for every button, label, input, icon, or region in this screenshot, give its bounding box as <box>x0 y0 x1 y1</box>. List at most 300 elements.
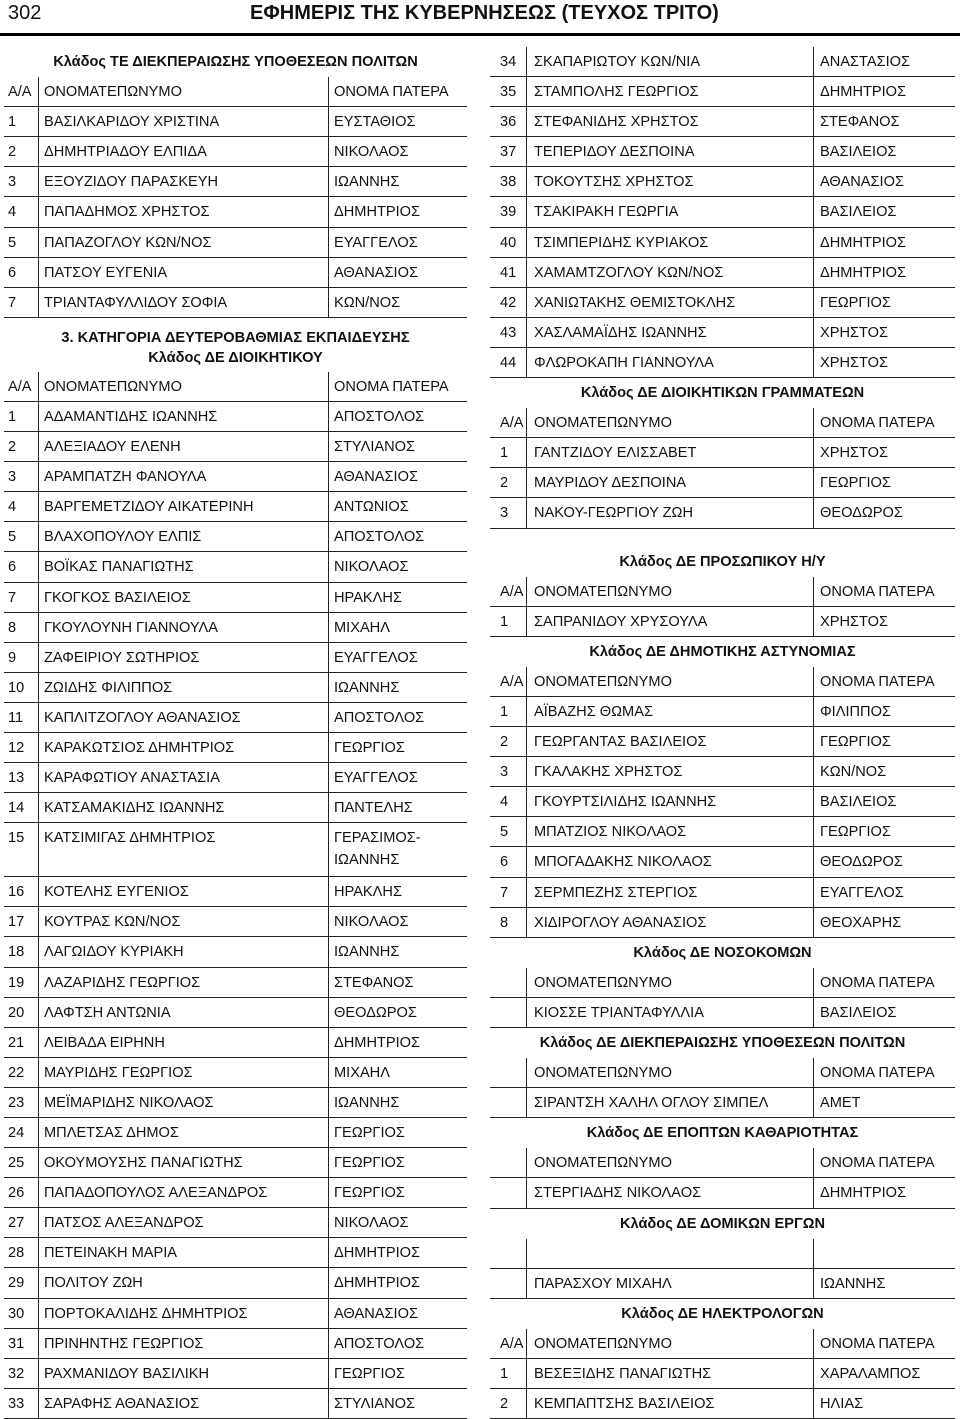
column-divider <box>38 877 39 906</box>
father-name: ΣΤΥΛΙΑΝΟΣ <box>334 1395 416 1412</box>
father-name: ΙΩΑΝΝΗΣ <box>334 944 400 961</box>
section-title: Κλάδος ΔΕ ΔΙΕΚΠΕΡΑΙΩΣΗΣ ΥΠΟΘΕΣΕΩΝ ΠΟΛΙΤΩΝ <box>539 1035 906 1051</box>
column-divider <box>38 197 39 226</box>
father-name: ΝΙΚΟΛΑΟΣ <box>334 144 409 161</box>
column-divider <box>526 137 527 166</box>
column-divider <box>526 968 527 997</box>
full-name: ΧΑΜΑΜΤΖΟΓΛΟΥ ΚΩΝ/ΝΟΣ <box>534 264 724 281</box>
column-divider <box>38 77 39 106</box>
row-number: 10 <box>8 679 25 696</box>
father-name: ΕΥΑΓΓΕΛΟΣ <box>820 884 904 901</box>
row-number: 26 <box>8 1185 25 1202</box>
father-name: ΒΑΣΙΛΕΙΟΣ <box>820 144 897 161</box>
row-number: 23 <box>8 1094 25 1111</box>
father-name: ΑΝΑΣΤΑΣΙΟΣ <box>820 54 911 70</box>
table-row <box>4 673 467 703</box>
full-name: ΓΚΟΥΛΟΥΝΗ ΓΙΑΝΝΟΥΛΑ <box>44 619 218 636</box>
father-name: ΔΗΜΗΤΡΙΟΣ <box>820 1185 907 1202</box>
table-row <box>490 288 955 318</box>
table-row <box>490 1088 955 1118</box>
column-divider <box>813 607 814 636</box>
full-name: ΟΚΟΥΜΟΥΣΗΣ ΠΑΝΑΓΙΩΤΗΣ <box>44 1155 243 1172</box>
table-row <box>490 197 955 227</box>
row-number: 22 <box>8 1064 25 1081</box>
full-name: ΣΑΠΡΑΝΙΔΟΥ ΧΡΥΣΟΥΛΑ <box>534 613 708 630</box>
row-number: 34 <box>500 54 517 70</box>
full-name: ΑΛΕΞΙΑΔΟΥ ΕΛΕΝΗ <box>44 439 181 456</box>
row-number: 11 <box>8 709 24 726</box>
table-row <box>4 823 467 877</box>
father-name: ΕΥΑΓΓΕΛΟΣ <box>334 770 418 787</box>
table-row <box>490 847 955 877</box>
full-name: ΒΟΪΚΑΣ ΠΑΝΑΓΙΩΤΗΣ <box>44 559 194 576</box>
table-row <box>490 968 955 998</box>
table-row <box>4 1208 467 1238</box>
row-number: 1 <box>8 408 17 425</box>
father-name: ΑΘΑΝΑΣΙΟΣ <box>334 264 418 281</box>
row-number: 3 <box>8 469 17 486</box>
column-divider <box>526 577 527 606</box>
column-divider <box>813 348 814 377</box>
full-name: ΚΟΤΕΛΗΣ ΕΥΓΕΝΙΟΣ <box>44 884 189 901</box>
full-name: ΟΝΟΜΑΤΕΠΩΝΥΜΟ <box>534 1065 672 1082</box>
page-number: 302 <box>8 2 42 24</box>
row-number: 20 <box>8 1004 25 1021</box>
full-name: ΟΝΟΜΑΤΕΠΩΝΥΜΟ <box>534 583 672 600</box>
column-divider <box>38 1208 39 1237</box>
table-row <box>490 607 955 637</box>
row-number: 3 <box>8 174 17 191</box>
column-divider <box>328 673 329 702</box>
full-name: ΛΑΦΤΣΗ ΑΝΤΩΝΙΑ <box>44 1004 171 1021</box>
column-divider <box>38 1329 39 1358</box>
column-divider <box>38 432 39 461</box>
full-name: ΠΑΡΑΣΧΟΥ ΜΙΧΑΗΛ <box>534 1275 672 1292</box>
row-number: 2 <box>500 1396 509 1413</box>
table-row <box>490 787 955 817</box>
column-divider <box>526 727 527 756</box>
column-divider <box>813 77 814 106</box>
section-title: Κλάδος ΔΕ ΔΟΜΙΚΩΝ ΕΡΓΩΝ <box>619 1215 826 1232</box>
row-number: 6 <box>8 264 17 281</box>
column-divider <box>813 197 814 226</box>
table-row <box>490 498 955 528</box>
column-divider <box>813 288 814 317</box>
father-name: ΓΕΩΡΓΙΟΣ <box>334 1365 405 1382</box>
row-number: 12 <box>8 739 25 756</box>
full-name: ΠΑΠΑΔΗΜΟΣ ΧΡΗΣΤΟΣ <box>44 204 210 221</box>
column-divider <box>328 552 329 581</box>
column-divider <box>526 787 527 816</box>
father-name: ΝΙΚΟΛΑΟΣ <box>334 914 409 931</box>
father-name: ΜΙΧΑΗΛ <box>334 619 390 636</box>
column-divider <box>813 47 814 76</box>
column-divider <box>526 1359 527 1388</box>
father-name: ΦΙΛΙΠΠΟΣ <box>820 703 891 720</box>
full-name: ΤΣΑΚΙΡΑΚΗ ΓΕΩΡΓΙΑ <box>534 204 679 221</box>
father-name: ΕΥΑΓΓΕΛΟΣ <box>334 649 418 666</box>
column-divider <box>526 408 527 437</box>
father-name: ΔΗΜΗΤΡΙΟΣ <box>334 204 421 221</box>
column-divider <box>38 228 39 257</box>
full-name: ΛΑΖΑΡΙΔΗΣ ΓΕΩΡΓΙΟΣ <box>44 974 201 991</box>
column-divider <box>526 1148 527 1177</box>
row-number: 9 <box>8 649 17 666</box>
table-row <box>4 372 467 402</box>
father-name: ΑΠΟΣΤΟΛΟΣ <box>334 529 425 546</box>
section-gap <box>490 529 955 547</box>
father-name: ΔΗΜΗΤΡΙΟΣ <box>334 1034 421 1051</box>
column-divider <box>813 228 814 257</box>
father-name: ΑΠΟΣΤΟΛΟΣ <box>334 408 425 425</box>
full-name: ΣΤΕΡΓΙΑΔΗΣ ΝΙΚΟΛΑΟΣ <box>534 1185 702 1202</box>
gazette-title: ΕΦΗΜΕΡΙΣ ΤΗΣ ΚΥΒΕΡΝΗΣΕΩΣ (ΤΕΥΧΟΣ ΤΡΙΤΟ) <box>250 2 719 24</box>
column-divider <box>328 137 329 166</box>
table-row <box>4 613 467 643</box>
father-name: ΓΕΩΡΓΙΟΣ <box>820 824 891 841</box>
full-name: ΚΑΤΣΙΜΙΓΑΣ ΔΗΜΗΤΡΙΟΣ <box>44 830 216 847</box>
father-name: ΓΕΩΡΓΙΟΣ <box>334 739 405 756</box>
column-divider <box>38 1238 39 1267</box>
column-divider <box>38 372 39 401</box>
table-row <box>4 733 467 763</box>
father-name: ΑΘΑΝΑΣΙΟΣ <box>334 1305 418 1322</box>
column-divider <box>328 998 329 1027</box>
full-name: ΣΤΕΦΑΝΙΔΗΣ ΧΡΗΣΤΟΣ <box>534 114 699 131</box>
row-number: 2 <box>8 439 17 456</box>
full-name: ΣΚΑΠΑΡΙΩΤΟΥ ΚΩΝ/ΝΙΑ <box>534 54 701 70</box>
full-name: ΠΕΤΕΙΝΑΚΗ ΜΑΡΙΑ <box>44 1245 177 1262</box>
father-name: ΑΜΕΤ <box>820 1095 861 1112</box>
row-number: 2 <box>500 475 509 492</box>
row-number: 5 <box>8 234 17 251</box>
column-divider <box>526 77 527 106</box>
table-row <box>490 727 955 757</box>
row-number: Α/Α <box>500 415 524 432</box>
father-name: ΠΑΝΤΕΛΗΣ <box>334 800 413 817</box>
column-divider <box>526 1088 527 1117</box>
row-number: 21 <box>8 1034 25 1051</box>
full-name: ΛΕΙΒΑΔΑ ΕΙΡΗΝΗ <box>44 1034 165 1051</box>
table-row <box>490 878 955 908</box>
column-divider <box>526 817 527 846</box>
column-divider <box>526 47 527 76</box>
father-name: ΟΝΟΜΑ ΠΑΤΕΡΑ <box>820 1155 935 1172</box>
table-row <box>490 577 955 607</box>
column-divider <box>813 1329 814 1358</box>
column-divider <box>328 1028 329 1057</box>
column-divider <box>38 522 39 551</box>
column-divider <box>526 1269 527 1298</box>
table-row <box>4 167 467 197</box>
row-number: 16 <box>8 884 25 901</box>
column-divider <box>328 733 329 762</box>
full-name: ΒΑΡΓΕΜΕΤΖΙΔΟΥ ΑΙΚΑΤΕΡΙΝΗ <box>44 499 254 516</box>
column-divider <box>328 1208 329 1237</box>
column-divider <box>328 643 329 672</box>
column-divider <box>813 137 814 166</box>
table-row <box>490 408 955 438</box>
table-row <box>4 583 467 613</box>
father-name: ΗΛΙΑΣ <box>820 1396 864 1413</box>
column-divider <box>328 1148 329 1177</box>
table-row <box>4 937 467 967</box>
column-divider <box>813 1269 814 1298</box>
full-name: ΑΪΒΑΖΗΣ ΘΩΜΑΣ <box>534 703 653 720</box>
father-name: ΙΩΑΝΝΗΣ <box>334 1094 400 1111</box>
table-row <box>4 522 467 552</box>
father-name: ΑΝΤΩΝΙΟΣ <box>334 499 409 516</box>
table-row <box>490 167 955 197</box>
father-name: ΙΩΑΝΝΗΣ <box>820 1275 886 1292</box>
table-row <box>490 348 955 378</box>
father-name: ΧΑΡΑΛΑΜΠΟΣ <box>820 1366 921 1383</box>
full-name: ΠΑΤΣΟΣ ΑΛΕΞΑΝΔΡΟΣ <box>44 1215 204 1232</box>
column-divider <box>328 1238 329 1267</box>
table-row <box>4 1028 467 1058</box>
full-name: ΟΝΟΜΑΤΕΠΩΝΥΜΟ <box>534 415 672 432</box>
table-row <box>490 468 955 498</box>
father-name: ΔΗΜΗΤΡΙΟΣ <box>334 1275 421 1292</box>
full-name: ΓΚΑΛΑΚΗΣ ΧΡΗΣΤΟΣ <box>534 764 683 781</box>
column-divider <box>328 432 329 461</box>
table-row <box>4 1329 467 1359</box>
column-divider <box>328 1118 329 1147</box>
column-divider <box>526 1239 527 1268</box>
row-number: 6 <box>8 559 17 576</box>
table-row <box>4 1299 467 1329</box>
row-number: 5 <box>500 824 509 841</box>
row-number: 24 <box>8 1125 25 1141</box>
row-number: 8 <box>8 619 17 636</box>
father-name: ΔΗΜΗΤΡΙΟΣ <box>334 1245 421 1262</box>
column-divider <box>526 1178 527 1207</box>
table-row <box>4 258 467 288</box>
full-name: ΠΡΙΝΗΝΤΗΣ ΓΕΩΡΓΙΟΣ <box>44 1335 204 1352</box>
column-divider <box>526 197 527 226</box>
column-divider <box>526 878 527 907</box>
section-title: Κλάδος ΔΕ ΔΙΟΙΚΗΤΙΚΩΝ ΓΡΑΜΜΑΤΕΩΝ <box>580 385 865 402</box>
row-number: 4 <box>8 499 17 516</box>
column-divider <box>813 107 814 136</box>
full-name: ΜΠΑΤΖΙΟΣ ΝΙΚΟΛΑΟΣ <box>534 824 687 841</box>
full-name: ΛΑΓΩΙΔΟΥ ΚΥΡΙΑΚΗ <box>44 944 184 961</box>
column-divider <box>813 438 814 467</box>
section-title: Κλάδος ΔΕ ΠΡΟΣΩΠΙΚΟΥ Η/Υ <box>619 553 826 570</box>
row-number: 40 <box>500 234 517 251</box>
row-number: 41 <box>500 264 517 281</box>
father-name: ΧΡΗΣΤΟΣ <box>820 354 889 371</box>
category-title-line: Κλάδος ΔΕ ΔΙΟΙΚΗΤΙΚΟΥ <box>148 349 323 366</box>
column-divider <box>328 937 329 966</box>
row-number: Α/Α <box>500 1335 524 1352</box>
column-divider <box>328 613 329 642</box>
table-row <box>4 1118 467 1148</box>
category-title <box>4 318 467 372</box>
column-divider <box>38 552 39 581</box>
full-name: ΟΝΟΜΑΤΕΠΩΝΥΜΟ <box>534 1335 672 1352</box>
column-divider <box>38 613 39 642</box>
row-number: 4 <box>500 794 509 811</box>
column-divider <box>38 1178 39 1207</box>
column-divider <box>328 583 329 612</box>
full-name: ΒΑΣΙΛΚΑΡΙΔΟΥ ΧΡΙΣΤΙΝΑ <box>44 114 220 131</box>
column-divider <box>813 908 814 937</box>
full-name: ΣΙΡΑΝΤΣΗ ΧΑΛΗΛ ΟΓΛΟΥ ΣΙΜΠΕΛ <box>534 1095 769 1112</box>
column-divider <box>526 697 527 726</box>
full-name: ΜΠΛΕΤΣΑΣ ΔΗΜΟΣ <box>44 1125 179 1141</box>
column-divider <box>38 643 39 672</box>
father-name: ΑΘΑΝΑΣΙΟΣ <box>820 174 904 191</box>
row-number: 2 <box>500 734 509 751</box>
father-name: ΒΑΣΙΛΕΙΟΣ <box>820 794 897 811</box>
father-name: ΣΤΕΦΑΝΟΣ <box>334 974 414 991</box>
column-divider <box>328 793 329 822</box>
full-name: ΚΟΥΤΡΑΣ ΚΩΝ/ΝΟΣ <box>44 914 181 931</box>
column-divider <box>328 1058 329 1087</box>
father-name: ΔΗΜΗΤΡΙΟΣ <box>820 234 907 251</box>
full-name: ΧΑΣΛΑΜΑΪΔΗΣ ΙΩΑΝΝΗΣ <box>534 324 707 341</box>
section-title: Κλάδος ΔΕ ΔΗΜΟΤΙΚΗΣ ΑΣΤΥΝΟΜΙΑΣ <box>589 643 856 660</box>
table-row <box>4 197 467 227</box>
row-number: 25 <box>8 1155 25 1172</box>
father-name: ΚΩΝ/ΝΟΣ <box>334 294 401 311</box>
column-divider <box>526 667 527 696</box>
father-name: ΓΕΩΡΓΙΟΣ <box>820 294 891 311</box>
column-divider <box>38 998 39 1027</box>
column-divider <box>38 1299 39 1328</box>
column-divider <box>38 288 39 317</box>
row-number: 39 <box>500 204 517 221</box>
table-row <box>4 998 467 1028</box>
column-divider <box>38 703 39 732</box>
table-row <box>4 1268 467 1298</box>
father-name: ΜΙΧΑΗΛ <box>334 1064 390 1081</box>
father-name: ΟΝΟΜΑ ΠΑΤΕΡΑ <box>334 84 449 101</box>
full-name: ΓΚΟΓΚΟΣ ΒΑΣΙΛΕΙΟΣ <box>44 589 191 606</box>
full-name: ΣΕΡΜΠΕΖΗΣ ΣΤΕΡΓΙΟΣ <box>534 884 698 901</box>
column-divider <box>526 228 527 257</box>
column-divider <box>328 372 329 401</box>
father-name: ΘΕΟΧΑΡΗΣ <box>820 914 902 931</box>
column-divider <box>328 228 329 257</box>
column-divider <box>813 1389 814 1418</box>
father-name: ΓΕΩΡΓΙΟΣ <box>334 1125 405 1141</box>
column-divider <box>328 1389 329 1418</box>
father-name: ΟΝΟΜΑ ΠΑΤΕΡΑ <box>820 673 935 690</box>
column-divider <box>813 787 814 816</box>
column-divider <box>813 727 814 756</box>
column-divider <box>328 1268 329 1297</box>
row-number: 31 <box>8 1335 25 1352</box>
table-row <box>490 697 955 727</box>
row-number: 15 <box>8 830 25 847</box>
column-divider <box>38 673 39 702</box>
row-number: 1 <box>8 114 17 131</box>
table-row <box>4 763 467 793</box>
father-name: ΝΙΚΟΛΑΟΣ <box>334 559 409 576</box>
column-divider <box>526 258 527 287</box>
father-name: ΔΗΜΗΤΡΙΟΣ <box>820 84 907 101</box>
table-row <box>4 137 467 167</box>
column-divider <box>813 468 814 497</box>
column-divider <box>328 522 329 551</box>
father-name: ΟΝΟΜΑ ΠΑΤΕΡΑ <box>820 415 935 432</box>
table-row <box>490 47 955 77</box>
full-name: ΓΕΩΡΓΑΝΤΑΣ ΒΑΣΙΛΕΙΟΣ <box>534 734 707 751</box>
full-name: ΠΟΛΙΤΟΥ ΖΩΗ <box>44 1275 143 1292</box>
row-number: 32 <box>8 1365 25 1382</box>
column-divider <box>328 823 329 876</box>
column-divider <box>38 583 39 612</box>
column-divider <box>813 1359 814 1388</box>
father-name: ΧΡΗΣΤΟΣ <box>820 324 889 341</box>
father-name: ΘΕΟΔΩΡΟΣ <box>820 505 903 522</box>
row-number: 7 <box>8 294 17 311</box>
row-number: Α/Α <box>8 378 32 395</box>
table-row <box>490 667 955 697</box>
column-divider <box>813 577 814 606</box>
column-divider <box>813 667 814 696</box>
father-name: ΚΩΝ/ΝΟΣ <box>820 764 887 781</box>
column-divider <box>328 1088 329 1117</box>
full-name: ΔΗΜΗΤΡΙΑΔΟΥ ΕΛΠΙΔΑ <box>44 144 207 161</box>
father-name: ΝΙΚΟΛΑΟΣ <box>334 1215 409 1232</box>
column-divider <box>38 107 39 136</box>
column-divider <box>38 1389 39 1418</box>
table-row <box>4 402 467 432</box>
father-name: ΟΝΟΜΑ ΠΑΤΕΡΑ <box>820 1065 935 1082</box>
father-name: ΟΝΟΜΑ ΠΑΤΕΡΑ <box>820 974 935 991</box>
column-divider <box>328 1299 329 1328</box>
row-number: Α/Α <box>8 84 32 101</box>
column-divider <box>813 757 814 786</box>
table-row <box>490 1058 955 1088</box>
full-name: ΓΚΟΥΡΤΣΙΛΙΔΗΣ ΙΩΑΝΝΗΣ <box>534 794 717 811</box>
table-row <box>490 77 955 107</box>
column-divider <box>38 1268 39 1297</box>
column-divider <box>813 167 814 196</box>
column-divider <box>38 137 39 166</box>
table-row <box>490 1269 955 1299</box>
table-row <box>490 438 955 468</box>
full-name: ΜΑΥΡΙΔΟΥ ΔΕΣΠΟΙΝΑ <box>534 475 687 492</box>
father-name: ΣΤΥΛΙΑΝΟΣ <box>334 439 416 456</box>
column-divider <box>38 462 39 491</box>
full-name: ΝΑΚΟΥ-ΓΕΩΡΓΙΟΥ ΖΩΗ <box>534 505 693 522</box>
section-title: Κλάδος ΔΕ ΗΛΕΚΤΡΟΛΟΓΩΝ <box>621 1305 824 1322</box>
full-name: ΧΙΔΙΡΟΓΛΟΥ ΑΘΑΝΑΣΙΟΣ <box>534 914 707 931</box>
row-number: 1 <box>500 613 509 630</box>
row-number: 13 <box>8 770 25 787</box>
table-row <box>4 432 467 462</box>
full-name: ΚΕΜΠΑΠΤΣΗΣ ΒΑΣΙΛΕΙΟΣ <box>534 1396 715 1413</box>
full-name: ΟΝΟΜΑΤΕΠΩΝΥΜΟ <box>44 378 182 395</box>
table-row <box>4 492 467 522</box>
table-row <box>4 1178 467 1208</box>
father-name: ΒΑΣΙΛΕΙΟΣ <box>820 204 897 221</box>
table-row <box>490 137 955 167</box>
column-divider <box>328 968 329 997</box>
father-name: ΑΘΑΝΑΣΙΟΣ <box>334 469 418 486</box>
row-number: 5 <box>8 529 17 546</box>
row-number: Α/Α <box>500 583 524 600</box>
father-name: ΓΕΩΡΓΙΟΣ <box>334 1185 405 1202</box>
table-row <box>490 1239 955 1269</box>
column-divider <box>38 167 39 196</box>
column-divider <box>526 908 527 937</box>
column-divider <box>813 1148 814 1177</box>
